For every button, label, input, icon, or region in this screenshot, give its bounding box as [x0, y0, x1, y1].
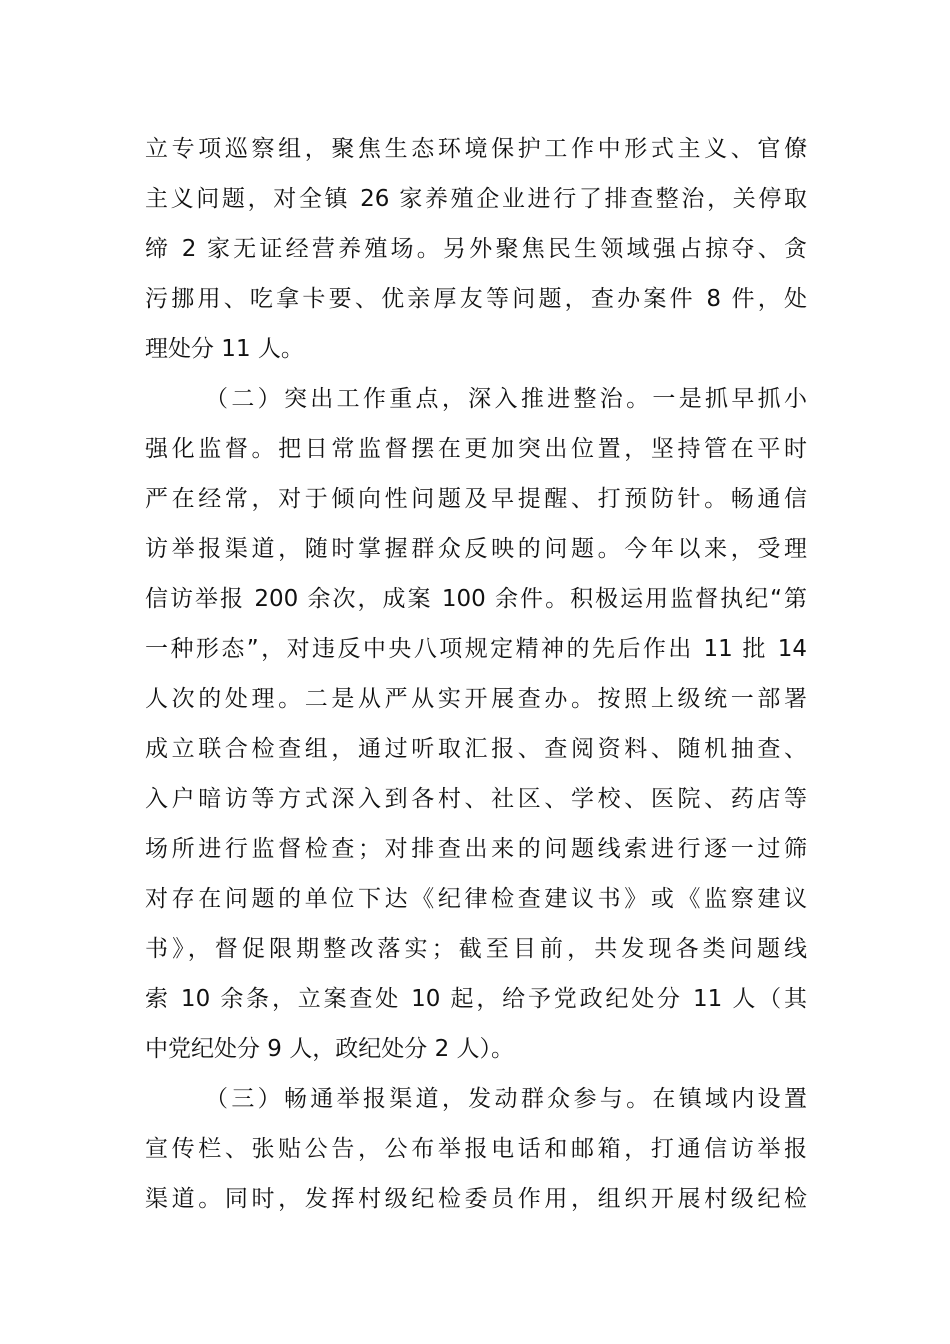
text-line: 对存在问题的单位下达《纪律检查建议书》或《监察建议 — [145, 886, 807, 912]
text-line: 人次的处理。二是从严从实开展查办。按照上级统一部署 — [145, 686, 807, 712]
text-line: 理处分 11 人。 — [145, 336, 304, 362]
text-line: 信访举报 200 余次，成案 100 余件。积极运用监督执纪“第 — [145, 586, 807, 612]
text-line: 一种形态”，对违反中央八项规定精神的先后作出 11 批 14 — [145, 636, 807, 662]
text-line: 主义问题，对全镇 26 家养殖企业进行了排查整治，关停取 — [145, 186, 807, 212]
text-line: 场所进行监督检查；对排查出来的问题线索进行逐一过筛 — [145, 836, 807, 862]
text-line: 严在经常，对于倾向性问题及早提醒、打预防针。畅通信 — [145, 486, 807, 512]
text-line: 宣传栏、张贴公告，公布举报电话和邮箱，打通信访举报 — [145, 1136, 807, 1162]
text-line: 中党纪处分 9 人，政纪处分 2 人）。 — [145, 1036, 515, 1062]
text-line: 污挪用、吃拿卡要、优亲厚友等问题，查办案件 8 件，处 — [145, 286, 807, 312]
text-line: 渠道。同时，发挥村级纪检委员作用，组织开展村级纪检 — [145, 1186, 807, 1212]
text-line: 缔 2 家无证经营养殖场。另外聚焦民生领域强占掠夺、贪 — [145, 236, 807, 262]
text-line: 索 10 余条，立案查处 10 起，给予党政纪处分 11 人（其 — [145, 986, 807, 1012]
text-line: 访举报渠道，随时掌握群众反映的问题。今年以来，受理 — [145, 536, 807, 562]
section-heading-line: （二）突出工作重点，深入推进整治。一是抓早抓小 — [205, 386, 807, 412]
text-line: 立专项巡察组，聚焦生态环境保护工作中形式主义、官僚 — [145, 136, 807, 162]
text-line: 强化监督。把日常监督摆在更加突出位置，坚持管在平时 — [145, 436, 807, 462]
text-line: 成立联合检查组，通过听取汇报、查阅资料、随机抽查、 — [145, 736, 807, 762]
section-heading-line: （三）畅通举报渠道，发动群众参与。在镇域内设置 — [205, 1086, 807, 1112]
text-line: 入户暗访等方式深入到各村、社区、学校、医院、药店等 — [145, 786, 807, 812]
text-line: 书》，督促限期整改落实；截至目前，共发现各类问题线 — [145, 936, 807, 962]
